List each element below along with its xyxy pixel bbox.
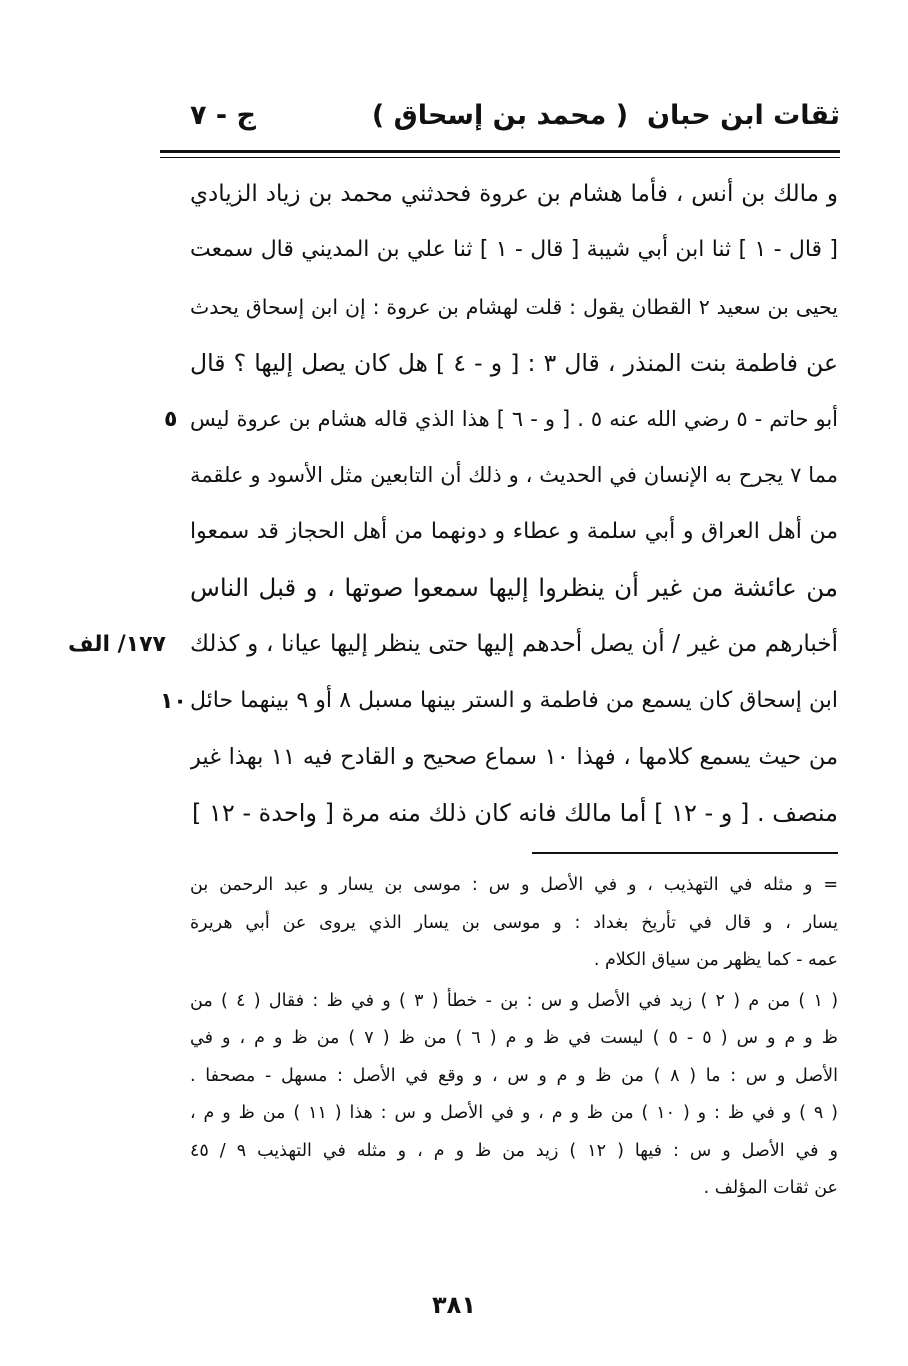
text-line: مما ٧ يجرح به الإنسان في الحديث ، و ذلك أن التابعين مثل الأسود و علقمة <box>190 463 838 488</box>
manuscript-folio-marker: ١٧٧/ الف <box>68 632 166 657</box>
page-number: ٣٨١ <box>432 1291 476 1319</box>
footnote-separator <box>532 852 838 854</box>
volume-label: ج - ٧ <box>190 100 256 131</box>
line-number-10: ١٠ <box>160 689 187 714</box>
text-line: منصف . [ و - ١٢ ] أما مالك فانه كان ذلك منه مرة [ واحدة - ١٢ ] <box>191 799 838 828</box>
entry-title: ( محمد بن إسحاق ) <box>371 100 629 131</box>
text-line: و مالك بن أنس ، فأما هشام بن عروة فحدثني محمد بن زياد الزيادي <box>190 181 838 207</box>
footnote-line: يسار ، و قال في تأريخ بغداد : و موسى بن يسار الذي يروى عن أبي هريرة <box>190 912 838 933</box>
footnote-line: عن ثقات المؤلف . <box>703 1178 838 1198</box>
footnote-line: ( ١ ) من م ( ٢ ) زيد في الأصل و س : بن - خطأ ( ٣ ) و في ظ : فقال ( ٤ ) من <box>190 990 838 1011</box>
footnote-line: = و مثله في التهذيب ، و في الأصل و س : موسى بن يسار و عبد الرحمن بن <box>190 875 838 895</box>
text-line: عن فاطمة بنت المنذر ، قال ٣ : [ و - ٤ ] هل كان يصل إليها ؟ قال <box>190 348 838 377</box>
footnote-line: عمه - كما يظهر من سياق الكلام . <box>593 950 838 970</box>
text-line: من حيث يسمع كلامها ، فهذا ١٠ سماع صحيح و القادح فيه ١١ بهذا غير <box>190 743 838 770</box>
footnote-line: ( ٩ ) و في ظ : و ( ١٠ ) من ظ و م ، و في الأصل و س : هذا ( ١١ ) من ظ و م ، <box>190 1103 838 1123</box>
text-line: ابن إسحاق كان يسمع من فاطمة و الستر بينها مسبل ٨ أو ٩ بينهما حائل <box>190 687 838 713</box>
text-line: أخبارهم من غير / أن يصل أحدهم إليها حتى ينظر إليها عيانا ، و كذلك <box>190 631 838 658</box>
footnote-line: الأصل و س : ما ( ٨ ) من ظ و م و س ، و وقع في الأصل : مسهل - مصحفا . <box>190 1065 838 1086</box>
footnote-line: ظ و م و س ( ٥ - ٥ ) ليست في ظ و م ( ٦ ) من ظ ( ٧ ) من ظ و م ، و في <box>190 1028 838 1048</box>
line-number-5: ٥ <box>164 407 178 432</box>
text-line: [ قال - ١ ] ثنا ابن أبي شيبة [ قال - ١ ] ثنا علي بن المديني قال سمعت <box>190 237 838 263</box>
header-rule-thin <box>160 157 840 158</box>
text-line: يحيى بن سعيد ٢ القطان يقول : قلت لهشام بن عروة : إن ابن إسحاق يحدث <box>190 294 838 319</box>
footnotes <box>190 867 838 1208</box>
running-header <box>160 96 840 140</box>
book-title: ثقات ابن حبان <box>647 100 840 131</box>
main-text <box>190 166 838 842</box>
text-line: من عائشة من غير أن ينظروا إليها سمعوا صوتها ، و قبل الناس <box>190 573 838 603</box>
header-rule-thick <box>160 150 840 153</box>
text-line: من أهل العراق و أبي سلمة و عطاء و دونهما من أهل الحجاز قد سمعوا <box>190 518 838 544</box>
footnote-line: و في الأصل و س : فيها ( ١٢ ) زيد من ظ و م ، و مثله في التهذيب ٩ / ٤٥ <box>190 1140 838 1161</box>
text-line: أبو حاتم - ٥ رضي الله عنه ٥ . [ و - ٦ ] هذا الذي قاله هشام بن عروة ليس <box>190 407 838 432</box>
